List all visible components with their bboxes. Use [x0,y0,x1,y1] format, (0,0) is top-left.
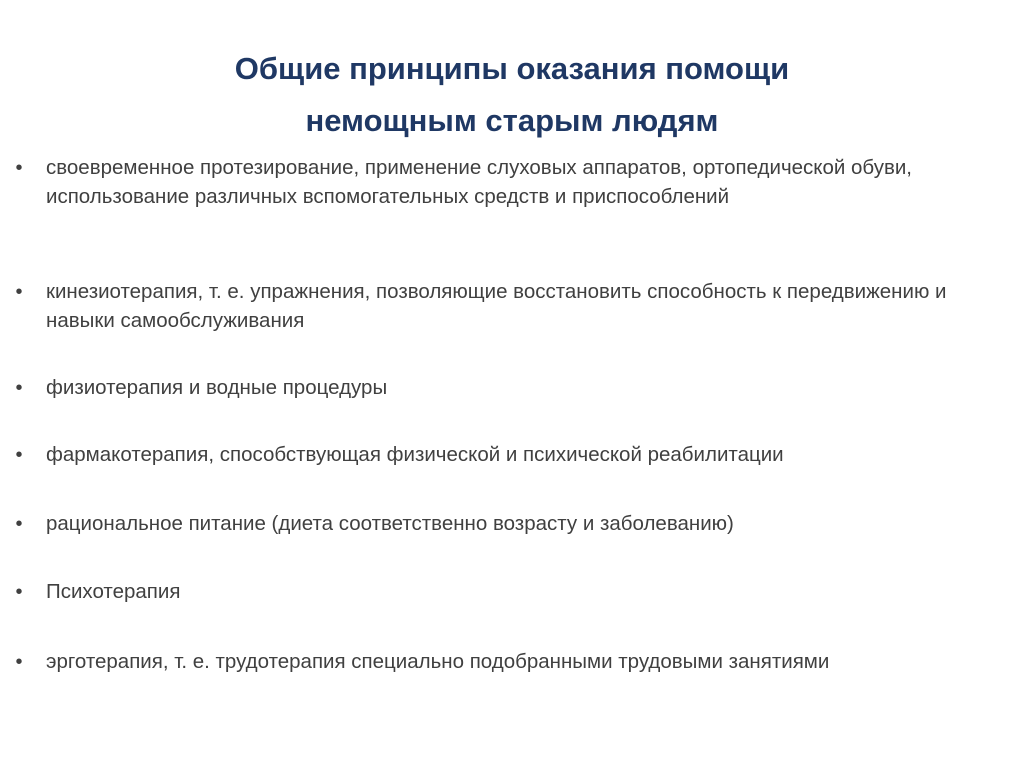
bullet-icon: • [15,281,23,303]
list-item [15,578,1006,607]
list-item-text: своевременное протезирование, применение слуховых аппаратов, ортопедической обуви, использование различных вспомогательных средств и приспособлений [46,156,913,208]
list-item-text: фармакотерапия, способствующая физической и психической реабилитации [46,443,784,466]
list-item-text: физиотерапия и водные процедуры [46,376,388,399]
list-item [15,510,1006,539]
list-item [15,278,1006,335]
list-item [15,441,1006,470]
bullet-icon: • [15,157,23,179]
bullet-icon: • [15,444,23,466]
bullet-icon: • [15,377,23,399]
bullet-icon: • [15,581,23,603]
slide-title-line-2: немощным старым людям [305,103,719,138]
slide-title [40,43,984,147]
bullet-icon: • [15,651,23,673]
list-item-text: рациональное питание (диета соответственно возрасту и заболеванию) [46,512,734,535]
list-item-text: Психотерапия [46,580,181,603]
slide-title-line-1: Общие принципы оказания помощи [234,51,790,86]
bullet-icon: • [15,513,23,535]
list-item-text: эрготерапия, т. е. трудотерапия специально подобранными трудовыми занятиями [46,650,830,673]
list-item [15,374,1006,403]
list-item [15,648,1006,677]
list-item-text: кинезиотерапия, т. е. упражнения, позволяющие восстановить способность к передвижению и навыки самообслуживания [46,280,947,332]
list-item [15,154,1006,211]
